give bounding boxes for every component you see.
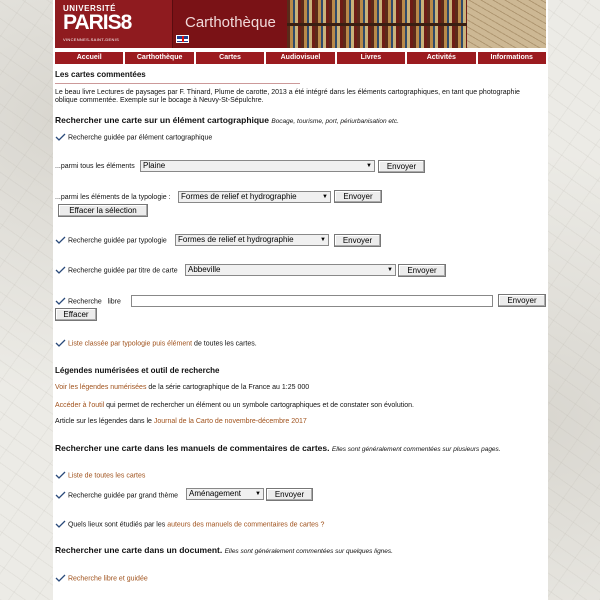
free-search-send-button[interactable]: Envoyer [498, 294, 546, 307]
all-elements-send-button[interactable]: Envoyer [378, 160, 425, 173]
typology-select[interactable] [175, 234, 329, 246]
typology-elements-send-button[interactable]: Envoyer [334, 190, 382, 203]
search-element-heading [55, 115, 399, 125]
legends-view-link[interactable]: Voir les légendes numérisées [55, 384, 147, 391]
manuals-heading-text: Rechercher une carte dans les manuels de commentaires de cartes. [55, 443, 330, 453]
typology-elements-label: ...parmi les éléments de la typologie : [55, 194, 171, 201]
logo-paris-text: PARIS8 [63, 11, 132, 34]
intro-divider [55, 83, 300, 84]
checkmark-icon [55, 471, 66, 480]
typology-elements-select-value: Formes de relief et hydrographie [181, 192, 297, 201]
header-banner [55, 0, 546, 48]
checkmark-icon [55, 297, 66, 306]
bookshelf-image [287, 0, 467, 48]
logo-university-text: UNIVERSITÉ [63, 4, 117, 13]
places-pre: Quels lieux sont étudiés par les [67, 521, 166, 529]
english-flag-icon[interactable] [176, 35, 189, 43]
guided-title-label: Recherche guidée par titre de carte [67, 267, 178, 275]
free-search-clear-button[interactable]: Effacer [55, 308, 97, 321]
university-logo[interactable] [55, 0, 173, 48]
manuals-list-link[interactable]: Liste de toutes les cartes [67, 472, 146, 480]
checkmark-icon [55, 133, 66, 142]
manuals-heading [55, 443, 501, 453]
legends-line-3 [55, 418, 307, 425]
all-elements-select[interactable] [140, 160, 375, 172]
legends-line-2-rest: qui permet de rechercher un élément ou un symbole cartographiques et de constater son évolution. [106, 402, 414, 409]
document-row [55, 574, 148, 583]
title-select-value: Abbeville [188, 265, 221, 274]
intro-text-1: Le beau livre Lectures de paysages par F. Thinard, Plume de carotte, 2013 a été intégré dans les éléments cartographiques, en tant que photographie [55, 89, 520, 96]
chevron-down-icon: ▼ [320, 237, 326, 243]
chevron-down-icon: ▼ [366, 163, 372, 169]
main-nav [55, 52, 546, 64]
legends-journal-link[interactable]: Journal de la Carto de novembre-décembre 2017 [153, 418, 307, 425]
guided-typology-label: Recherche guidée par typologie [67, 237, 167, 245]
free-search-label: Recherche libre [67, 298, 121, 306]
guided-element-row [55, 133, 212, 142]
theme-select-value: Aménagement [189, 489, 242, 498]
nav-item-audiovisuel[interactable]: Audiovisuel [266, 52, 334, 64]
chevron-down-icon: ▼ [322, 194, 328, 200]
all-elements-label: ...parmi tous les éléments [55, 163, 135, 170]
list-typology-rest: de toutes les cartes. [194, 340, 257, 348]
theme-row [55, 491, 178, 500]
checkmark-icon [55, 266, 66, 275]
places-link[interactable]: auteurs des manuels de commentaires de cartes ? [167, 521, 325, 529]
typology-elements-select[interactable] [178, 191, 331, 203]
title-send-button[interactable]: Envoyer [398, 264, 446, 277]
document-heading [55, 545, 393, 555]
legends-line-2 [55, 402, 414, 409]
clear-selection-button[interactable]: Effacer la sélection [58, 204, 148, 217]
guided-typology-row [55, 236, 167, 245]
legends-heading: Légendes numérisées et outil de recherche [55, 366, 220, 375]
nav-item-activites[interactable]: Activités [407, 52, 475, 64]
legends-line-1 [55, 384, 309, 391]
search-element-heading-note: Bocage, tourisme, port, périurbanisation etc. [271, 118, 399, 125]
checkmark-icon [55, 236, 66, 245]
legends-line-1-rest: de la série cartographique de la France au 1:25 000 [148, 384, 310, 391]
free-search-input[interactable] [131, 295, 493, 307]
legends-line-3-pre: Article sur les légendes dans le [55, 418, 152, 425]
manuals-heading-note: Elles sont généralement commentées sur plusieurs pages. [331, 446, 501, 453]
list-typology-link[interactable]: Liste classée par typologie puis élément [67, 340, 193, 348]
nav-item-informations[interactable]: Informations [478, 52, 546, 64]
title-select[interactable] [185, 264, 396, 276]
list-typology-row [55, 339, 257, 348]
typology-select-value: Formes de relief et hydrographie [178, 235, 294, 244]
legends-tool-link[interactable]: Accéder à l'outil [55, 402, 105, 409]
manuals-list-row [55, 471, 145, 480]
guided-title-row [55, 266, 178, 275]
all-elements-select-value: Plaine [143, 161, 166, 170]
theme-select[interactable] [186, 488, 264, 500]
free-search-row [55, 297, 121, 306]
places-row [55, 520, 324, 529]
theme-label: Recherche guidée par grand thème [67, 492, 179, 500]
checkmark-icon [55, 520, 66, 529]
typology-send-button[interactable]: Envoyer [334, 234, 381, 247]
nav-item-accueil[interactable]: Accueil [55, 52, 123, 64]
document-search-link[interactable]: Recherche libre et guidée [67, 575, 148, 583]
document-heading-text: Rechercher une carte dans un document. [55, 545, 223, 555]
checkmark-icon [55, 574, 66, 583]
chevron-down-icon: ▼ [387, 267, 393, 273]
theme-send-button[interactable]: Envoyer [266, 488, 313, 501]
search-element-heading-text: Rechercher une carte sur un élément cartographique [55, 115, 269, 125]
intro-heading: Les cartes commentées [55, 70, 146, 79]
checkmark-icon [55, 491, 66, 500]
guided-element-label: Recherche guidée par élément cartographique [67, 134, 213, 142]
nav-item-cartes[interactable]: Cartes [196, 52, 264, 64]
map-image [467, 0, 546, 48]
nav-item-livres[interactable]: Livres [337, 52, 405, 64]
document-heading-note: Elles sont généralement commentées sur quelques lignes. [224, 548, 393, 555]
nav-item-carthotheque[interactable]: Carthothèque [125, 52, 193, 64]
logo-sub-text: VINCENNES-SAINT-DENIS [63, 37, 120, 42]
site-title: Carthothèque [185, 14, 276, 31]
intro-text-2: oblique commentée. Exemple sur le bocage à Neuvy-St-Sépulchre. [55, 97, 264, 104]
checkmark-icon [55, 339, 66, 348]
chevron-down-icon: ▼ [255, 491, 261, 497]
